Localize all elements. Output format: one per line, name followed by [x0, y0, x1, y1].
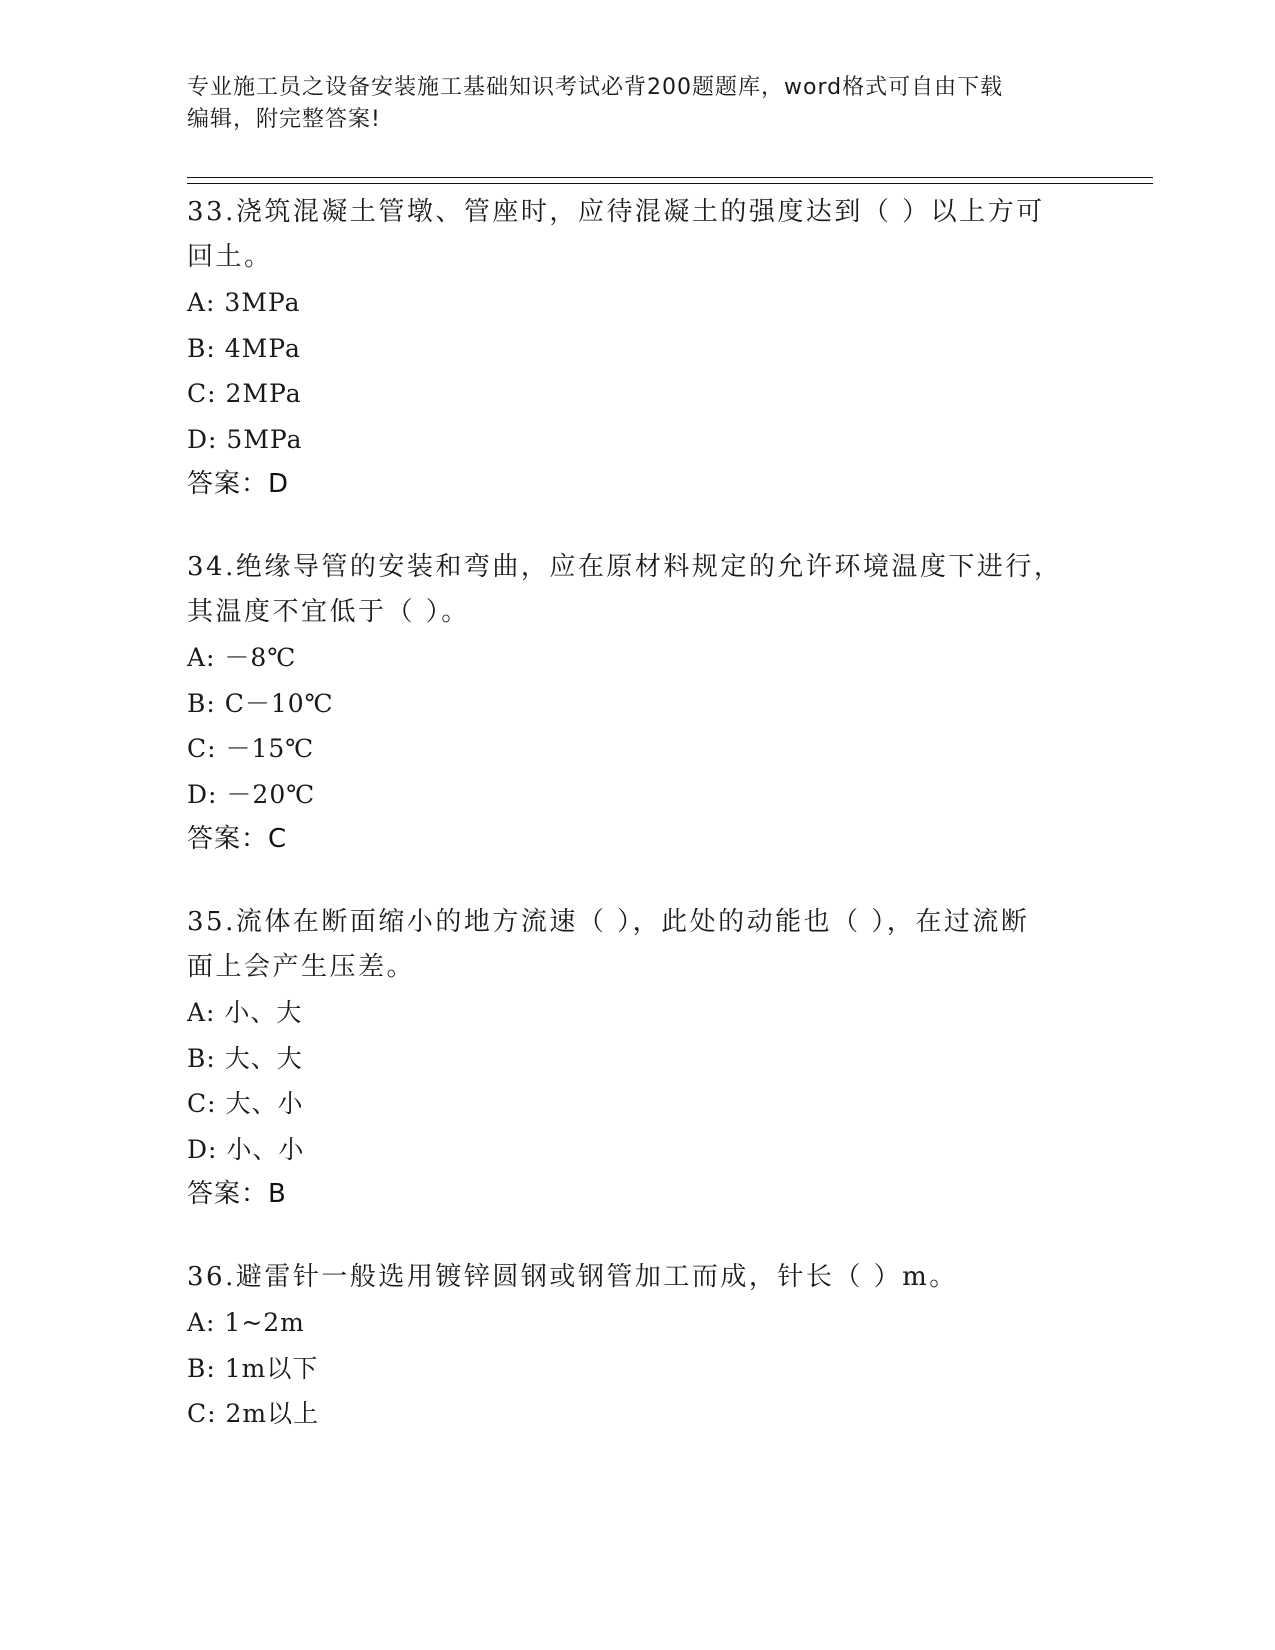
question-stem: 36.避雷针一般选用镀锌圆钢或钢管加工而成，针长（ ）m。	[187, 1262, 958, 1292]
answer: 答案：C	[187, 824, 288, 854]
option-b: B: 大、大	[187, 1043, 303, 1073]
option-b: B: 4MPa	[187, 333, 301, 363]
option-d: D: 小、小	[187, 1134, 305, 1164]
header-divider-bottom	[187, 183, 1153, 184]
option-d: D: －20℃	[187, 779, 316, 809]
document-header	[187, 72, 1067, 136]
option-b: B: C－10℃	[187, 688, 334, 718]
option-a: A: 3MPa	[187, 288, 301, 317]
question-stem: 35.流体在断面缩小的地方流速（ ），此处的动能也（ ），在过流断	[187, 907, 1030, 937]
option-d: D: 5MPa	[187, 424, 303, 454]
question-list	[187, 190, 1087, 1475]
option-c: C: 大、小	[187, 1089, 304, 1118]
option-a: A: 小、大	[187, 998, 303, 1027]
answer: 答案：D	[187, 469, 290, 499]
option-a: A: －8℃	[187, 643, 297, 672]
question-stem: 34.绝缘导管的安装和弯曲，应在原材料规定的允许环境温度下进行，	[187, 552, 1063, 582]
header-title-line1: 专业施工员之设备安装施工基础知识考试必背200题题库，word格式可自由下载	[187, 75, 1004, 100]
option-c: C: 2MPa	[187, 379, 302, 408]
option-a: A: 1~2m	[187, 1308, 305, 1337]
question-34	[187, 545, 1087, 862]
header-divider-top	[187, 177, 1153, 178]
answer: 答案：B	[187, 1179, 287, 1209]
option-c: C: 2m以上	[187, 1399, 320, 1428]
question-33	[187, 190, 1087, 507]
question-36	[187, 1255, 1087, 1437]
question-stem-continued: 面上会产生压差。	[187, 952, 416, 982]
question-stem-continued: 其温度不宜低于（ ）。	[187, 597, 470, 627]
question-stem: 33.浇筑混凝土管墩、管座时，应待混凝土的强度达到（ ）以上方可	[187, 197, 1045, 227]
header-title-line2: 编辑，附完整答案!	[187, 107, 381, 132]
question-stem-continued: 回土。	[187, 242, 273, 272]
option-c: C: －15℃	[187, 734, 315, 763]
question-35	[187, 900, 1087, 1217]
option-b: B: 1m以下	[187, 1353, 319, 1383]
